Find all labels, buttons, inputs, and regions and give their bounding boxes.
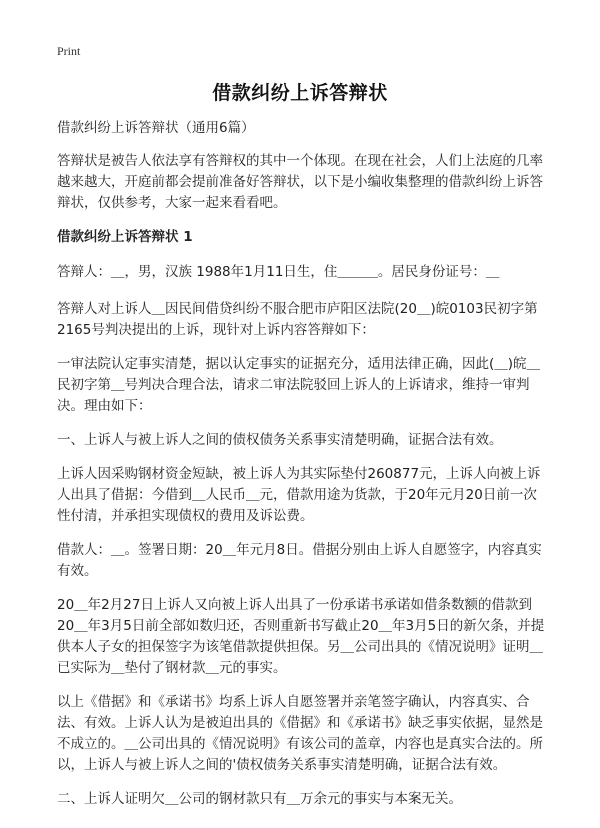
paragraph-point-two: 二、上诉人证明欠＿公司的钢材款只有＿万余元的事实与本案无关。 xyxy=(57,791,462,807)
print-link[interactable]: Print xyxy=(57,44,81,58)
document-body xyxy=(57,118,549,823)
paragraph-loan-note: 上诉人因采购钢材资金短缺，被上诉人为其实际垫付260877元，上诉人向被上诉人出具了借据：今借到＿人民币＿元，借款用途为货款，于20年元月20日前一次性付清，并承担实现债权的费用及诉讼费。 xyxy=(57,466,541,524)
paragraph-borrower-sign: 借款人：＿。签署日期：20＿年元月8日。借据分别由上诉人自愿签字，内容真实有效。 xyxy=(57,542,542,579)
paragraph-evidence: 以上《借据》和《承诺书》均系上诉人自愿签署并亲笔签字确认，内容真实、合法、有效。上诉人认为是被迫出具的《借据》和《承诺书》缺乏事实依据，显然是不成立的。＿公司出具的《情况说明》有该公司的盖章，内容也是真实合法的。所以，上诉人与被上诉人之间的'债权债务关系事实清楚明确，证据合法有效。 xyxy=(57,694,543,773)
section-heading: 借款纠纷上诉答辩状 1 xyxy=(57,229,193,245)
paragraph-appeal-response: 答辩人对上诉人＿因民间借贷纠纷不服合肥市庐阳区法院(20＿)皖0103民初字第2165号判决提出的上诉，现针对上诉内容答辩如下： xyxy=(57,301,538,338)
paragraph-promise: 20＿年2月27日上诉人又向被上诉人出具了一份承诺书承诺如借条数额的借款到20＿年3月5日前全部如数归还，否则重新书写截止20＿年3月5日的新欠条，并提供本人子女的担保签字为该笔借款提供担保。另＿公司出具的《情况说明》证明＿已实际为＿垫付了钢材款＿元的事实。 xyxy=(57,597,545,676)
intro-paragraph: 答辩状是被告人依法享有答辩权的其中一个体现。在现在社会，人们上法庭的几率越来越大，开庭前都会提前准备好答辩状，以下是小编收集整理的借款纠纷上诉答辩状，仅供参考，大家一起来看看吧。 xyxy=(57,153,543,211)
paragraph-first-instance: 一审法院认定事实清楚，据以认定事实的证据充分，适用法律正确，因此(＿)皖＿民初字第＿号判决合理合法，请求二审法院驳回上诉人的上诉请求，维持一审判决。理由如下： xyxy=(57,356,541,414)
respondent-line: 答辩人：＿，男，汉族 1988年1月11日生，住＿＿＿。居民身份证号：＿ xyxy=(57,264,500,280)
document-title: 借款纠纷上诉答辩状 xyxy=(212,82,388,104)
document-subtitle: 借款纠纷上诉答辩状（通用6篇） xyxy=(57,120,255,136)
paragraph-point-one: 一、上诉人与被上诉人之间的债权债务关系事实清楚明确，证据合法有效。 xyxy=(57,432,503,448)
